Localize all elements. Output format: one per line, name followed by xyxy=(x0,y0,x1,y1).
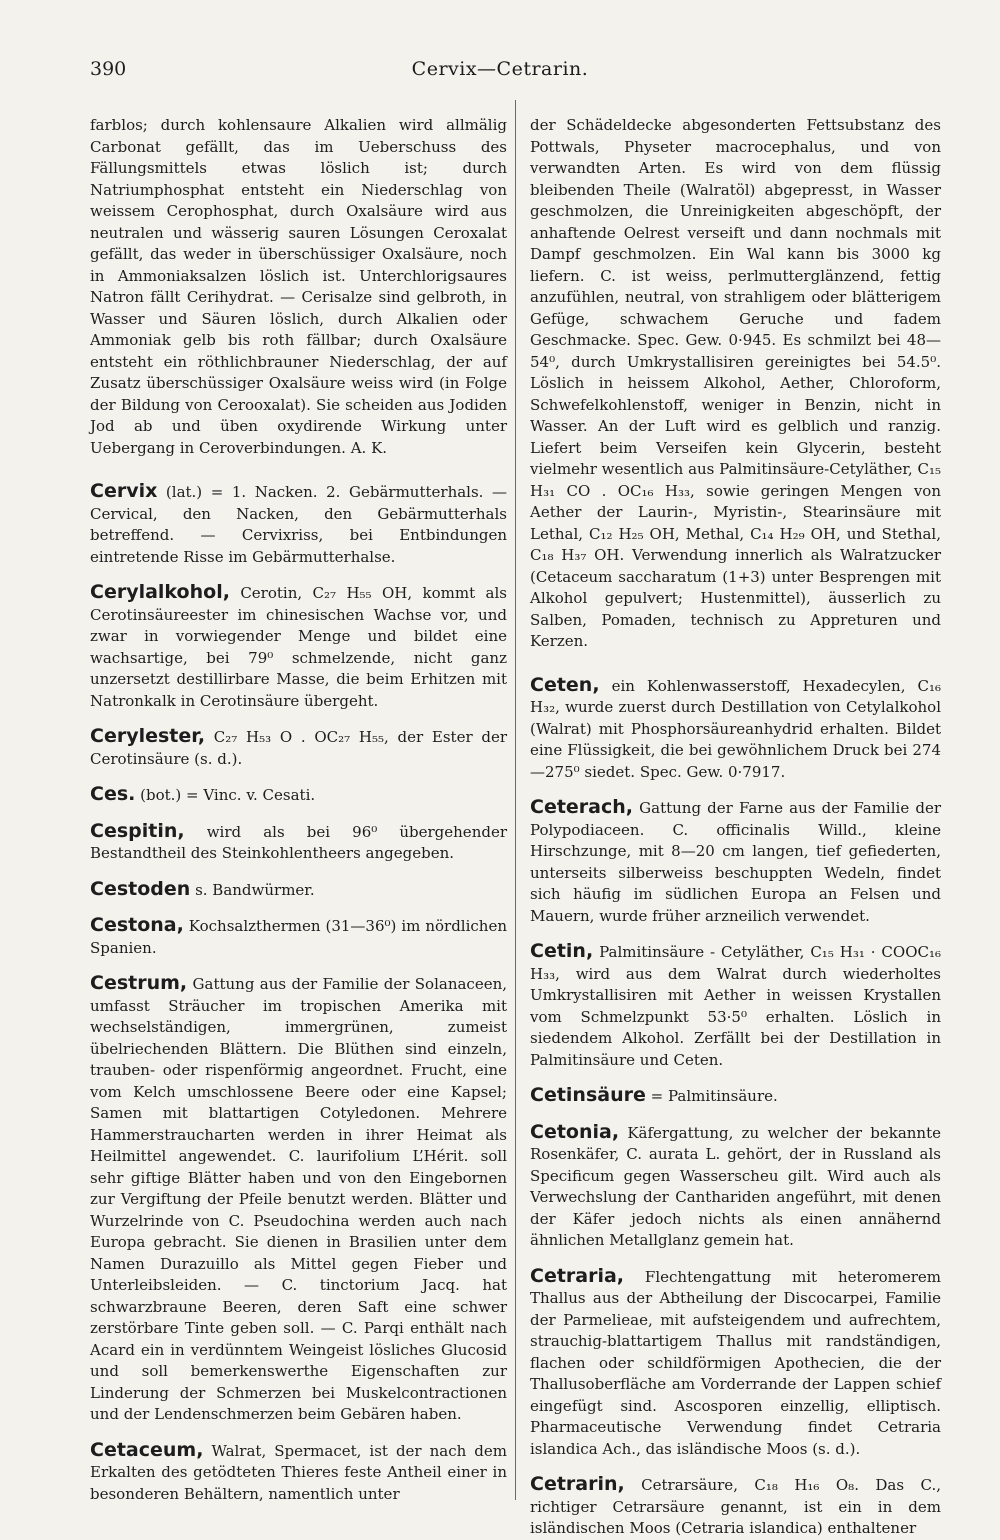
lemma: Cestona, xyxy=(90,914,184,936)
lemma: Cetinsäure xyxy=(530,1084,646,1106)
entry-cerylester xyxy=(90,726,507,770)
entry-cespitin xyxy=(90,821,507,865)
text-columns xyxy=(90,100,960,1537)
entry-text: s. Bandwürmer. xyxy=(190,880,315,899)
lemma: Cerylester, xyxy=(90,725,206,747)
entry-cervix xyxy=(90,481,507,568)
entry-cetonia xyxy=(530,1122,941,1252)
entry-cetaceum xyxy=(90,1440,507,1506)
entry-text: = Palmitinsäure. xyxy=(645,1087,778,1105)
entry-text: Flechtengattung mit heteromerem Thallus aus der Abtheilung der Discocarpei, Familie der Parmelieae, mit aufsteigendem und aufrechtem, strauchig-blattartigem Thallus mit randständigen, flachen oder schildförmigen Apothecien, die der Thallusoberfläche am Vorderrande der Lappen schief eingefügt sind. Ascosporen einzellig, elliptisch. Pharmaceutische Verwendung findet Cetraria islandica Ach., das isländische Moos (s. d.). xyxy=(530,1267,941,1458)
lemma: Cestrum, xyxy=(90,972,188,994)
entry-text: (lat.) = 1. Nacken. 2. Gebärmutterhals. — Cervical, den Nacken, den Gebärmutterhals betreffend. — Cervixriss, bei Entbindungen eintretende Risse im Gebärmutterhalse. xyxy=(90,483,507,566)
lemma: Cervix xyxy=(90,480,158,502)
lemma: Cespitin, xyxy=(90,819,185,842)
entry-text: ein Kohlenwasserstoff, Hexadecylen, C₁₆ H₃₂, wurde zuerst durch Destillation von Cetylalkohol (Walrat) mit Phosphorsäureanhydrid erhalten. Bildet eine Flüssigkeit, die bei gewöhnlichem Druck bei 274—275⁰ siedet. Spec. Gew. 0·7917. xyxy=(530,676,941,781)
entry-text: Kochsalzthermen (31—36⁰) im nördlichen Spanien. xyxy=(90,917,507,957)
continuation-paragraph xyxy=(530,115,941,653)
continuation-text: der Schädeldecke abgesonderten Fettsubstanz des Pottwals, Physeter macrocephalus, und von verwandten Arten. Es wird von dem flüssig bleibenden Theile (Walratöl) abgepresst, in Wasser geschmolzen, die Unreinigkeiten abgeschöpft, der anhaftende Oelrest verseift und dann nochmals mit Dampf geschmolzen. Ein Wal kann bis 3000 kg liefern. C. ist weiss, perlmutterglänzend, fettig anzufühlen, neutral, von strahligem oder blätterigem Gefüge, schwachem Geruche und fadem Geschmacke. Spec. Gew. 0·945. Es schmilzt bei 48—54⁰, durch Umkrystallisiren gereinigtes bei 54.5⁰. Löslich in heissem Alkohol, Aether, Chloroform, Schwefelkohlenstoff, weniger in Benzin, nicht in Wasser. An der Luft wird es gelblich und ranzig. Liefert beim Verseifen kein Glycerin, besteht vielmehr wesentlich aus Palmitinsäure-Cetyläther, C₁₅ H₃₁ CO . OC₁₆ H₃₃, sowie geringen Mengen von Aether der Laurin-, Myristin-, Stearinsäure mit Lethal, C₁₂ H₂₅ OH, Methal, C₁₄ H₂₉ OH, und Stethal, C₁₈ H₃₇ OH. Verwendung innerlich als Walratzucker (Cetaceum saccharatum (1+3) unter Besprengen mit Alkohol gepulvert; Hustenmittel), äusserlich zu Salben, Pomaden, technisch zu Appreturen und Kerzen. xyxy=(530,116,941,650)
entry-ces xyxy=(90,784,507,807)
lemma: Ceten, xyxy=(530,673,600,696)
entry-text: Käfergattung, zu welcher der bekannte Rosenkäfer, C. aurata L. gehört, der in Russland als Specificum gegen Wasserscheu gilt. Wird auch als Verwechslung der Canthariden angeführt, mit denen der Käfer jedoch nichts als einen annähernd ähnlichen Metallglanz gemein hat. xyxy=(530,1123,941,1249)
entry-cetraria xyxy=(530,1266,941,1461)
entry-cestoden xyxy=(90,879,507,902)
entry-cerylalkohol xyxy=(90,582,507,712)
right-column xyxy=(516,100,941,1537)
lemma: Cetrarin, xyxy=(530,1473,625,1495)
lemma: Ceterach, xyxy=(530,796,633,818)
running-head: Cervix—Cetrarin. xyxy=(411,58,589,80)
lemma: Ces. xyxy=(90,783,136,805)
lemma: Cestoden xyxy=(90,877,191,900)
entry-text: Cetrarsäure, C₁₈ H₁₆ O₈. Das C., richtiger Cetrarsäure genannt, ist ein in dem isländischen Moos (Cetraria islandica) enthaltener xyxy=(530,1476,941,1537)
lemma: Cetin, xyxy=(530,940,594,962)
entry-cetrarin xyxy=(530,1474,941,1540)
entry-cetin xyxy=(530,941,941,1071)
entry-text: Palmitinsäure - Cetyläther, C₁₅ H₃₁ · COOC₁₆ H₃₃, wird aus dem Walrat durch wiederholtes Umkrystallisiren mit Aether in weissen Krystallen vom Schmelzpunkt 53·5⁰ erhalten. Löslich in siedendem Alkohol. Zerfällt bei der Destillation in Palmitinsäure und Ceten. xyxy=(530,943,941,1069)
entry-ceterach xyxy=(530,797,941,927)
entry-cetinsaeure xyxy=(530,1085,941,1108)
entry-text: (bot.) = Vinc. v. Cesati. xyxy=(135,786,316,804)
left-column xyxy=(90,100,515,1503)
continuation-text: farblos; durch kohlensaure Alkalien wird allmälig Carbonat gefällt, das im Ueberschuss des Fällungsmittels etwas löslich ist; durch Natriumphosphat entsteht ein Niederschlag von weissem Cerophosphat, durch Oxalsäure wird aus neutralen und wässerig sauren Lösungen Ceroxalat gefällt, das weder in überschüssiger Oxalsäure, noch in Ammoniaksalzen löslich ist. Unterchlorigsaures Natron fällt Cerihydrat. — Cerisalze sind gelbroth, in Wasser und Säuren löslich, durch Alkalien oder Ammoniak gelb bis roth fällbar; durch Oxalsäure entsteht ein röthlichbrauner Niederschlag, der auf Zusatz überschüssiger Oxalsäure weiss wird (in Folge der Bildung von Cerooxalat). Sie scheiden aus Jodiden Jod ab und üben oxydirende Wirkung unter Uebergang in Ceroverbindungen. A. K. xyxy=(90,116,507,457)
lemma: Cerylalkohol, xyxy=(90,581,230,603)
page-number: 390 xyxy=(90,58,127,80)
lemma: Cetraria, xyxy=(530,1264,625,1287)
entry-text: Gattung aus der Familie der Solanaceen, umfasst Sträucher im tropischen Amerika mit wechselständigen, immergrünen, zumeist übelriechenden Blättern. Die Blüthen sind einzeln, trauben- oder rispenförmig angeordnet. Frucht, eine vom Kelch umschlossene Beere oder eine Kapsel; Samen mit blattartigen Cotyledonen. Mehrere Hammerstraucharten werden in ihrer Heimat als Heilmittel angewendet. C. laurifolium L’Hérit. soll sehr giftige Blätter haben und von den Eingebornen zur Vergiftung der Pfeile benutzt werden. Blätter und Wurzelrinde von C. Pseudochina werden auch nach Europa gebracht. Sie dienen in Brasilien unter dem Namen Durazuillo als Mittel gegen Fieber und Unterleibsleiden. — C. tinctorium Jacq. hat schwarzbraune Beeren, deren Saft eine schwer zerstörbare Tinte geben soll. — C. Parqi enthält nach Acard ein in verdünntem Weingeist lösliches Glucosid und soll bemerkenswerthe Eigenschaften zur Linderung der Schmerzen bei Muskelcontractionen und der Lendenschmerzen beim Gebären haben. xyxy=(90,975,507,1423)
entry-text: Cerotin, C₂₇ H₅₅ OH, kommt als Cerotinsäureester im chinesischen Wachse vor, und zwar in vorwiegender Menge und bildet eine wachsartige, bei 79⁰ schmelzende, nicht ganz unzersetzt destillirbare Masse, die beim Erhitzen mit Natronkalk in Cerotinsäure übergeht. xyxy=(90,584,507,710)
continuation-paragraph xyxy=(90,115,507,459)
lemma: Cetonia, xyxy=(530,1120,620,1143)
lemma: Cetaceum, xyxy=(90,1438,204,1461)
entry-ceten xyxy=(530,675,941,784)
entry-text: Gattung der Farne aus der Familie der Polypodiaceen. C. officinalis Willd., kleine Hirschzunge, mit 8—20 cm langen, tief gefiederten, unterseits silberweiss beschuppten Wedeln, findet sich häufig im südlichen Europa an Felsen und Mauern, wurde früher arzneilich verwendet. xyxy=(530,799,941,925)
entry-cestrum xyxy=(90,973,507,1426)
entry-text: wird als bei 96⁰ übergehender Bestandtheil des Steinkohlentheers angegeben. xyxy=(90,822,507,862)
entry-text: C₂₇ H₅₃ O . OC₂₇ H₅₅, der Ester der Cerotinsäure (s. d.). xyxy=(90,728,507,768)
entry-text: Walrat, Spermacet, ist der nach dem Erkalten des getödteten Thieres feste Antheil einer in besonderen Behältern, namentlich unter xyxy=(90,1441,507,1503)
entry-cestona xyxy=(90,915,507,959)
